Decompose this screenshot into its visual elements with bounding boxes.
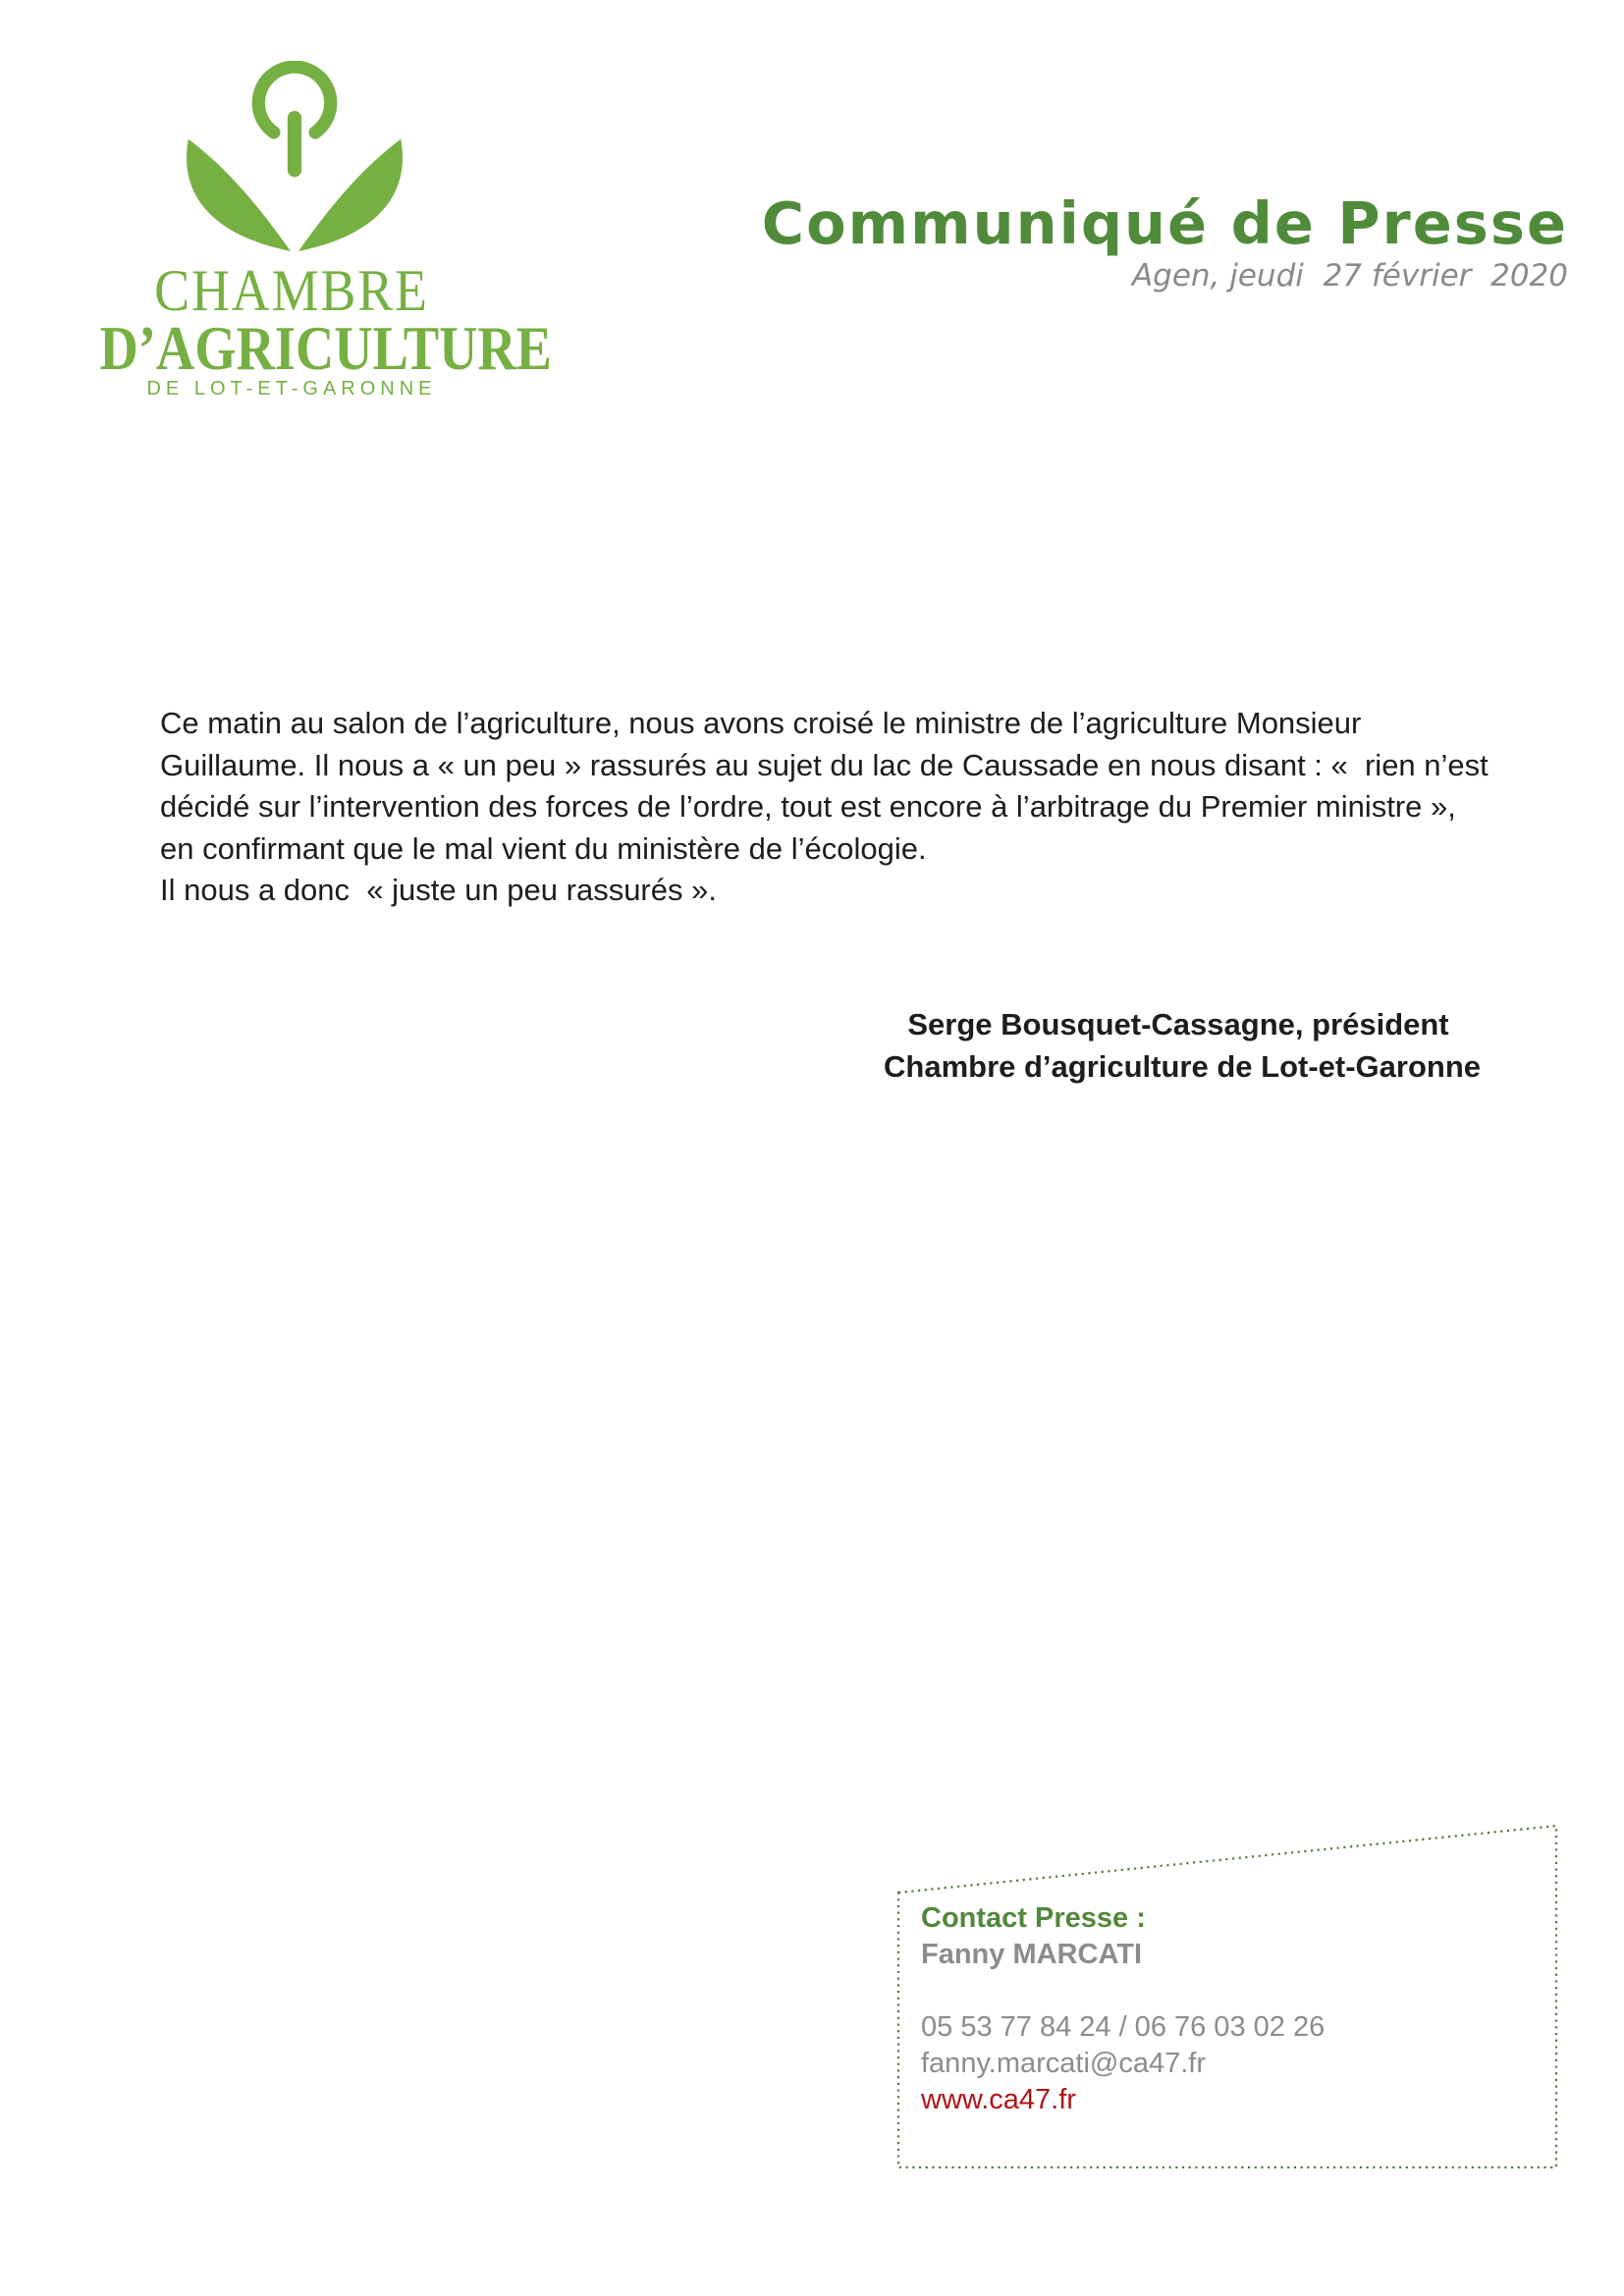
contact-box	[921, 1900, 1325, 2118]
contact-spacer	[921, 1973, 1325, 2009]
contact-heading: Contact Presse :	[921, 1902, 1146, 1934]
body-paragraph	[160, 703, 1515, 912]
body-line: en confirmant que le mal vient du ministère de l’écologie.	[160, 830, 927, 866]
logo-text-departement: DE LOT-ET-GARONNE	[146, 378, 437, 400]
contact-email: fanny.marcati@ca47.fr	[921, 2048, 1207, 2079]
plant-power-icon	[182, 61, 407, 257]
signature-block	[884, 1003, 1482, 1088]
signature-name: Serge Bousquet-Cassagne, président	[907, 1007, 1449, 1041]
dateline: Agen, jeudi 27 février 2020	[1131, 258, 1568, 294]
body-line: Guillaume. Il nous a « un peu » rassurés au sujet du lac de Caussade en nous disant : « rien n’est	[160, 747, 1489, 782]
body-line: décidé sur l’intervention des forces de l’ordre, tout est encore à l’arbitrage du Premier ministre »,	[160, 789, 1456, 824]
contact-phone-numbers: 05 53 77 84 24 / 06 76 03 02 26	[921, 2011, 1326, 2043]
logo-text-chambre: CHAMBRE	[154, 258, 429, 323]
page-title: Communiqué de Presse	[761, 189, 1568, 257]
logo-text-dagriculture: D’AGRICULTURE	[99, 313, 552, 383]
contact-website-link[interactable]: www.ca47.fr	[921, 2084, 1076, 2115]
contact-person-name: Fanny MARCATI	[921, 1939, 1143, 1970]
body-line: Il nous a donc « juste un peu rassurés ».	[160, 873, 717, 907]
body-line: Ce matin au salon de l’agriculture, nous avons croisé le ministre de l’agriculture Monsieur	[160, 706, 1362, 740]
signature-organization: Chambre d’agriculture de Lot-et-Garonne	[884, 1049, 1482, 1084]
